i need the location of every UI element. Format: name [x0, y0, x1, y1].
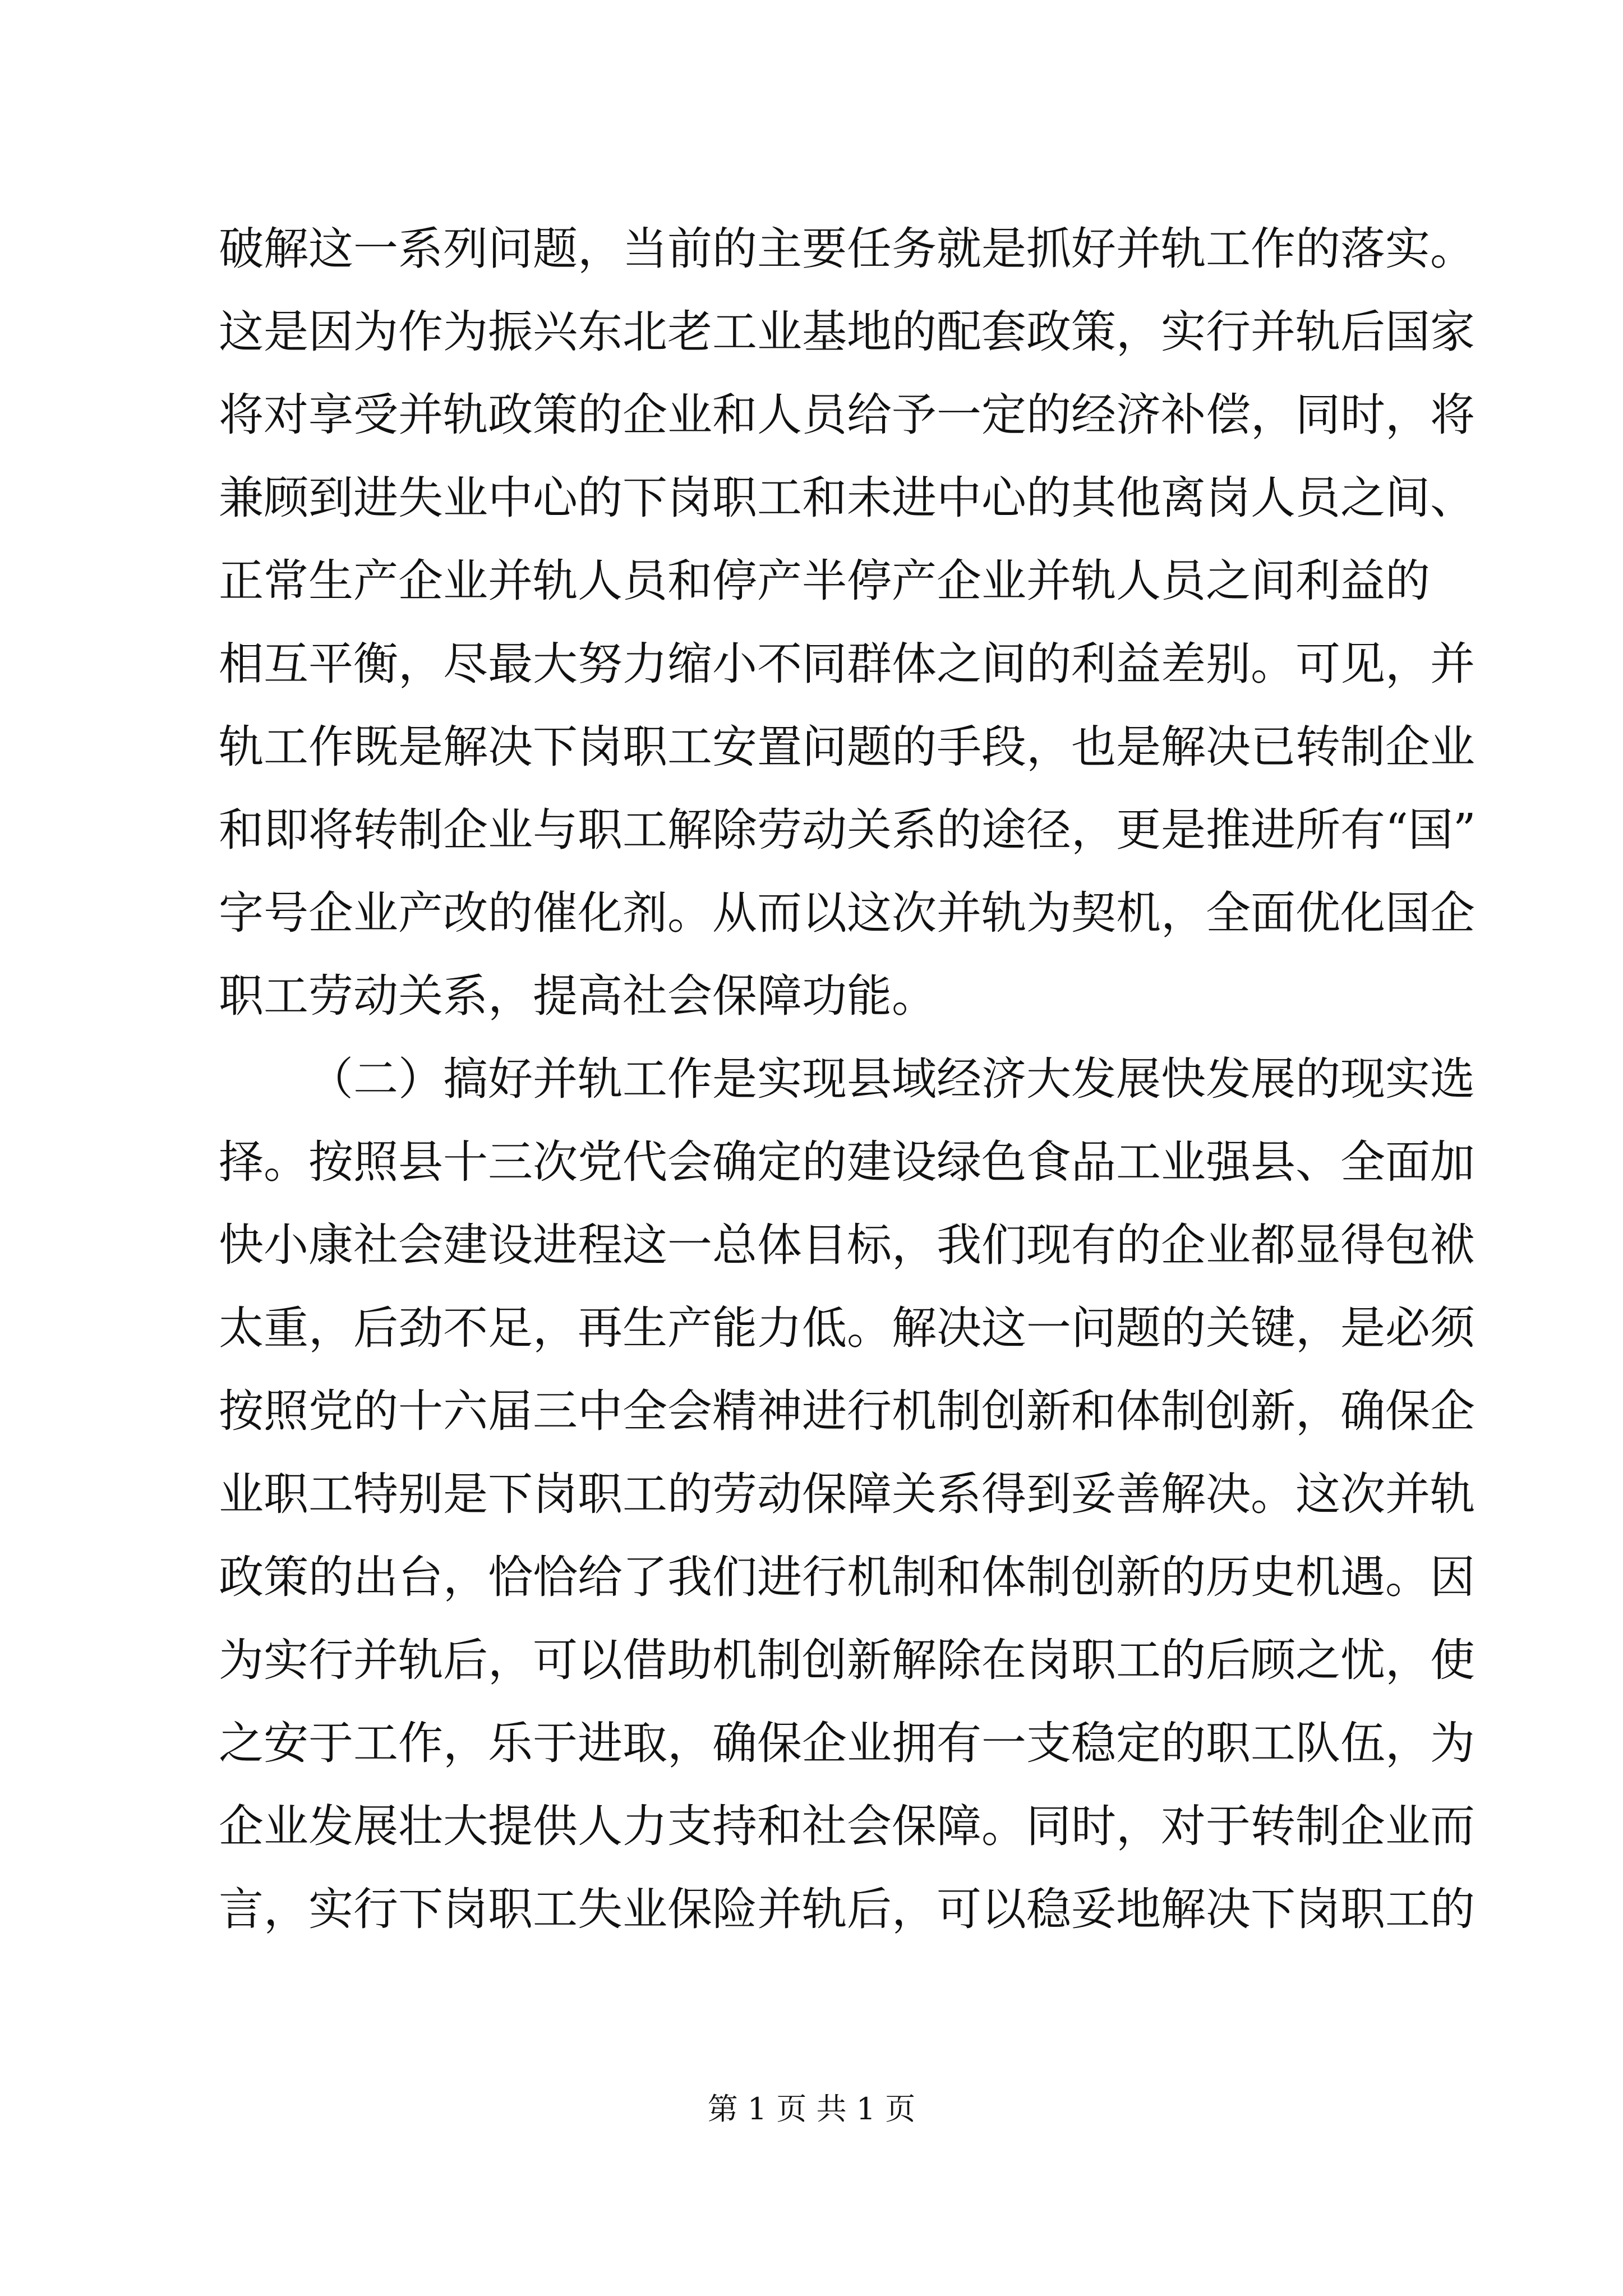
text-line: 正常生产企业并轨人员和停产半停产企业并轨人员之间利益的 [219, 555, 1430, 607]
text-line: 太重，后劲不足，再生产能力低。解决这一问题的关键，是必须 [219, 1302, 1475, 1354]
text-line: 相互平衡，尽最大努力缩小不同群体之间的利益差别。可见，并 [219, 638, 1475, 690]
text-line: 和即将转制企业与职工解除劳动关系的途径，更是推进所有“国” [219, 804, 1476, 856]
text-line: 政策的出台，恰恰给了我们进行机制和体制创新的历史机遇。因 [219, 1551, 1475, 1603]
text-line: 这是因为作为振兴东北老工业基地的配套政策，实行并轨后国家 [219, 306, 1475, 358]
text-line: 按照党的十六届三中全会精神进行机制创新和体制创新，确保企 [219, 1385, 1475, 1437]
text-line: 快小康社会建设进程这一总体目标，我们现有的企业都显得包袱 [219, 1219, 1475, 1271]
text-line: 言，实行下岗职工失业保险并轨后，可以稳妥地解决下岗职工的 [219, 1883, 1475, 1935]
text-line: 企业发展壮大提供人力支持和社会保障。同时，对于转制企业而 [219, 1800, 1475, 1852]
text-line: 将对享受并轨政策的企业和人员给予一定的经济补偿，同时，将 [219, 389, 1475, 441]
text-line: 为实行并轨后，可以借助机制创新解除在岗职工的后顾之忧，使 [219, 1634, 1475, 1686]
paragraph-2 [219, 1038, 1475, 1951]
text-line: 之安于工作，乐于进取，确保企业拥有一支稳定的职工队伍，为 [219, 1717, 1475, 1769]
page-footer: 第 1 页 共 1 页 [707, 2091, 916, 2127]
text-line: 轨工作既是解决下岗职工安置问题的手段，也是解决已转制企业 [219, 721, 1475, 773]
document-body [219, 208, 1476, 1951]
text-line-indented: （二）搞好并轨工作是实现县域经济大发展快发展的现实选 [308, 1053, 1475, 1105]
text-line: 字号企业产改的催化剂。从而以这次并轨为契机，全面优化国企 [219, 887, 1475, 939]
text-line: 兼顾到进失业中心的下岗职工和未进中心的其他离岗人员之间、 [219, 472, 1475, 524]
text-line: 破解这一系列问题，当前的主要任务就是抓好并轨工作的落实。 [219, 223, 1475, 275]
text-line: 业职工特别是下岗职工的劳动保障关系得到妥善解决。这次并轨 [219, 1468, 1475, 1520]
text-line: 职工劳动关系，提高社会保障功能。 [219, 970, 937, 1022]
paragraph-1 [219, 208, 1476, 1038]
text-line: 择。按照县十三次党代会确定的建设绿色食品工业强县、全面加 [219, 1136, 1475, 1188]
